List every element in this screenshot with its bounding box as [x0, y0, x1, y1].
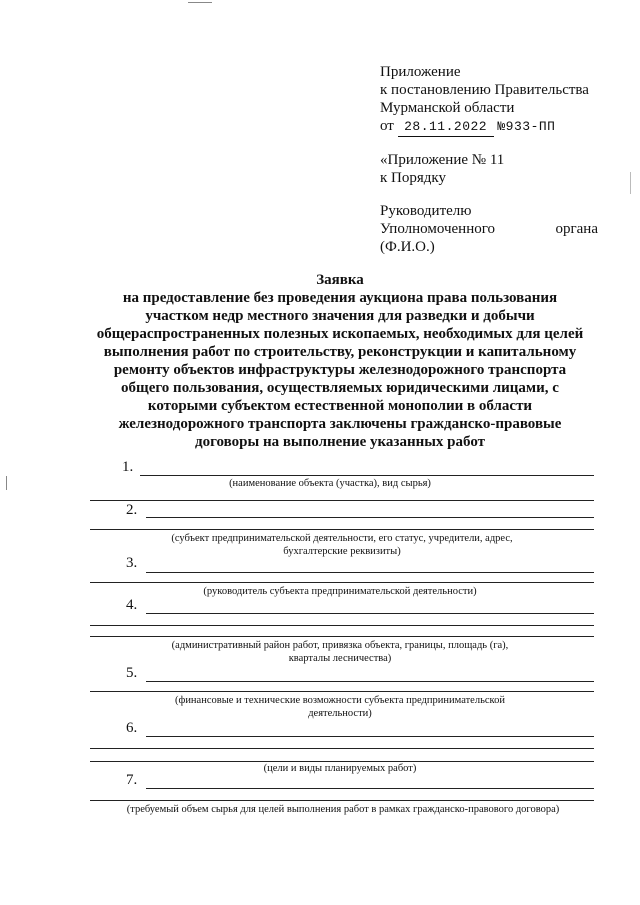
title-line: на предоставление без проведения аукциона права пользования — [122, 290, 558, 306]
title-line: общего пользования, осуществляемых юридическими лицами, с — [121, 380, 559, 396]
title-line: которыми субъектом естественной монополии в области — [147, 398, 533, 414]
field-5-line[interactable] — [146, 681, 594, 682]
title-heading: Заявка — [316, 272, 364, 288]
field-7-caption: (требуемый объем сырья для целей выполнения работ в рамках гражданско-правового договора) — [126, 804, 560, 815]
field-5-caption: (финансовые и технические возможности субъекта предпринимательской деятельности) — [175, 695, 505, 719]
field-6-line-extra[interactable] — [90, 761, 594, 762]
appendix-line3: Мурманской области — [380, 100, 515, 116]
field-1-line-extra[interactable] — [90, 500, 594, 501]
appendix-line1: Приложение — [380, 64, 461, 80]
scan-mark-top — [188, 2, 212, 3]
addressee-line1: Руководителю — [380, 203, 472, 219]
field-1-line[interactable] — [140, 475, 594, 476]
field-5-number: 5. — [126, 665, 138, 681]
document-title — [60, 271, 620, 451]
addressee-line3: (Ф.И.О.) — [380, 239, 435, 255]
field-6-caption: (цели и виды планируемых работ) — [263, 763, 417, 774]
field-4-number: 4. — [126, 597, 138, 613]
field-7-line-extra[interactable] — [90, 800, 594, 801]
field-6-line-extra[interactable] — [90, 748, 594, 749]
field-4-caption: (административный район работ, привязка объекта, границы, площадь (га), кварталы лесничества) — [171, 640, 509, 664]
appendix-date-line — [380, 117, 589, 137]
appendix-number: №933-ПП — [497, 119, 556, 134]
appendix-block — [380, 63, 589, 137]
field-3-line-extra[interactable] — [90, 582, 594, 583]
addressee-line2-right: органа — [555, 221, 598, 237]
field-1-number: 1. — [122, 459, 134, 475]
addressee-line2-left: Уполномоченного — [380, 221, 495, 237]
addressee-block — [380, 202, 598, 256]
field-5-line-extra[interactable] — [90, 691, 594, 692]
field-7-number: 7. — [126, 772, 138, 788]
field-4-line-extra[interactable] — [90, 636, 594, 637]
field-4-line-extra[interactable] — [90, 625, 594, 626]
scan-mark-right — [630, 172, 631, 194]
field-2-line-extra[interactable] — [90, 529, 594, 530]
field-6-line[interactable] — [146, 736, 594, 737]
title-line: общераспространенных полезных ископаемых, необходимых для целей — [96, 326, 584, 342]
title-line: железнодорожного транспорта заключены гражданско-правовые — [118, 416, 562, 432]
field-6-number: 6. — [126, 720, 138, 736]
title-line: ремонту объектов инфраструктуры железнодорожного транспорта — [113, 362, 567, 378]
appendix-line2: к постановлению Правительства — [380, 82, 589, 98]
date-prefix: от — [380, 118, 394, 134]
field-2-line[interactable] — [146, 517, 594, 518]
field-2-number: 2. — [126, 502, 138, 518]
scan-mark-left — [6, 476, 7, 490]
field-4-line[interactable] — [146, 613, 594, 614]
annex-line1: «Приложение № 11 — [380, 152, 505, 168]
title-line: договоры на выполнение указанных работ — [194, 434, 486, 450]
annex-block — [380, 151, 504, 187]
field-3-number: 3. — [126, 555, 138, 571]
field-1-caption: (наименование объекта (участка), вид сырья) — [229, 478, 431, 489]
appendix-date: 28.11.2022 — [398, 118, 494, 137]
field-7-line[interactable] — [146, 788, 594, 789]
addressee-line2 — [380, 220, 598, 238]
title-line: участком недр местного значения для разведки и добычи — [145, 308, 535, 324]
field-3-line[interactable] — [146, 572, 594, 573]
field-3-caption: (руководитель субъекта предпринимательской деятельности) — [203, 586, 477, 597]
field-2-caption: (субъект предпринимательской деятельности, его статус, учредители, адрес, бухгалтерские реквизиты) — [171, 533, 513, 557]
annex-line2: к Порядку — [380, 170, 446, 186]
title-line: выполнения работ по строительству, реконструкции и капитальному — [103, 344, 577, 360]
